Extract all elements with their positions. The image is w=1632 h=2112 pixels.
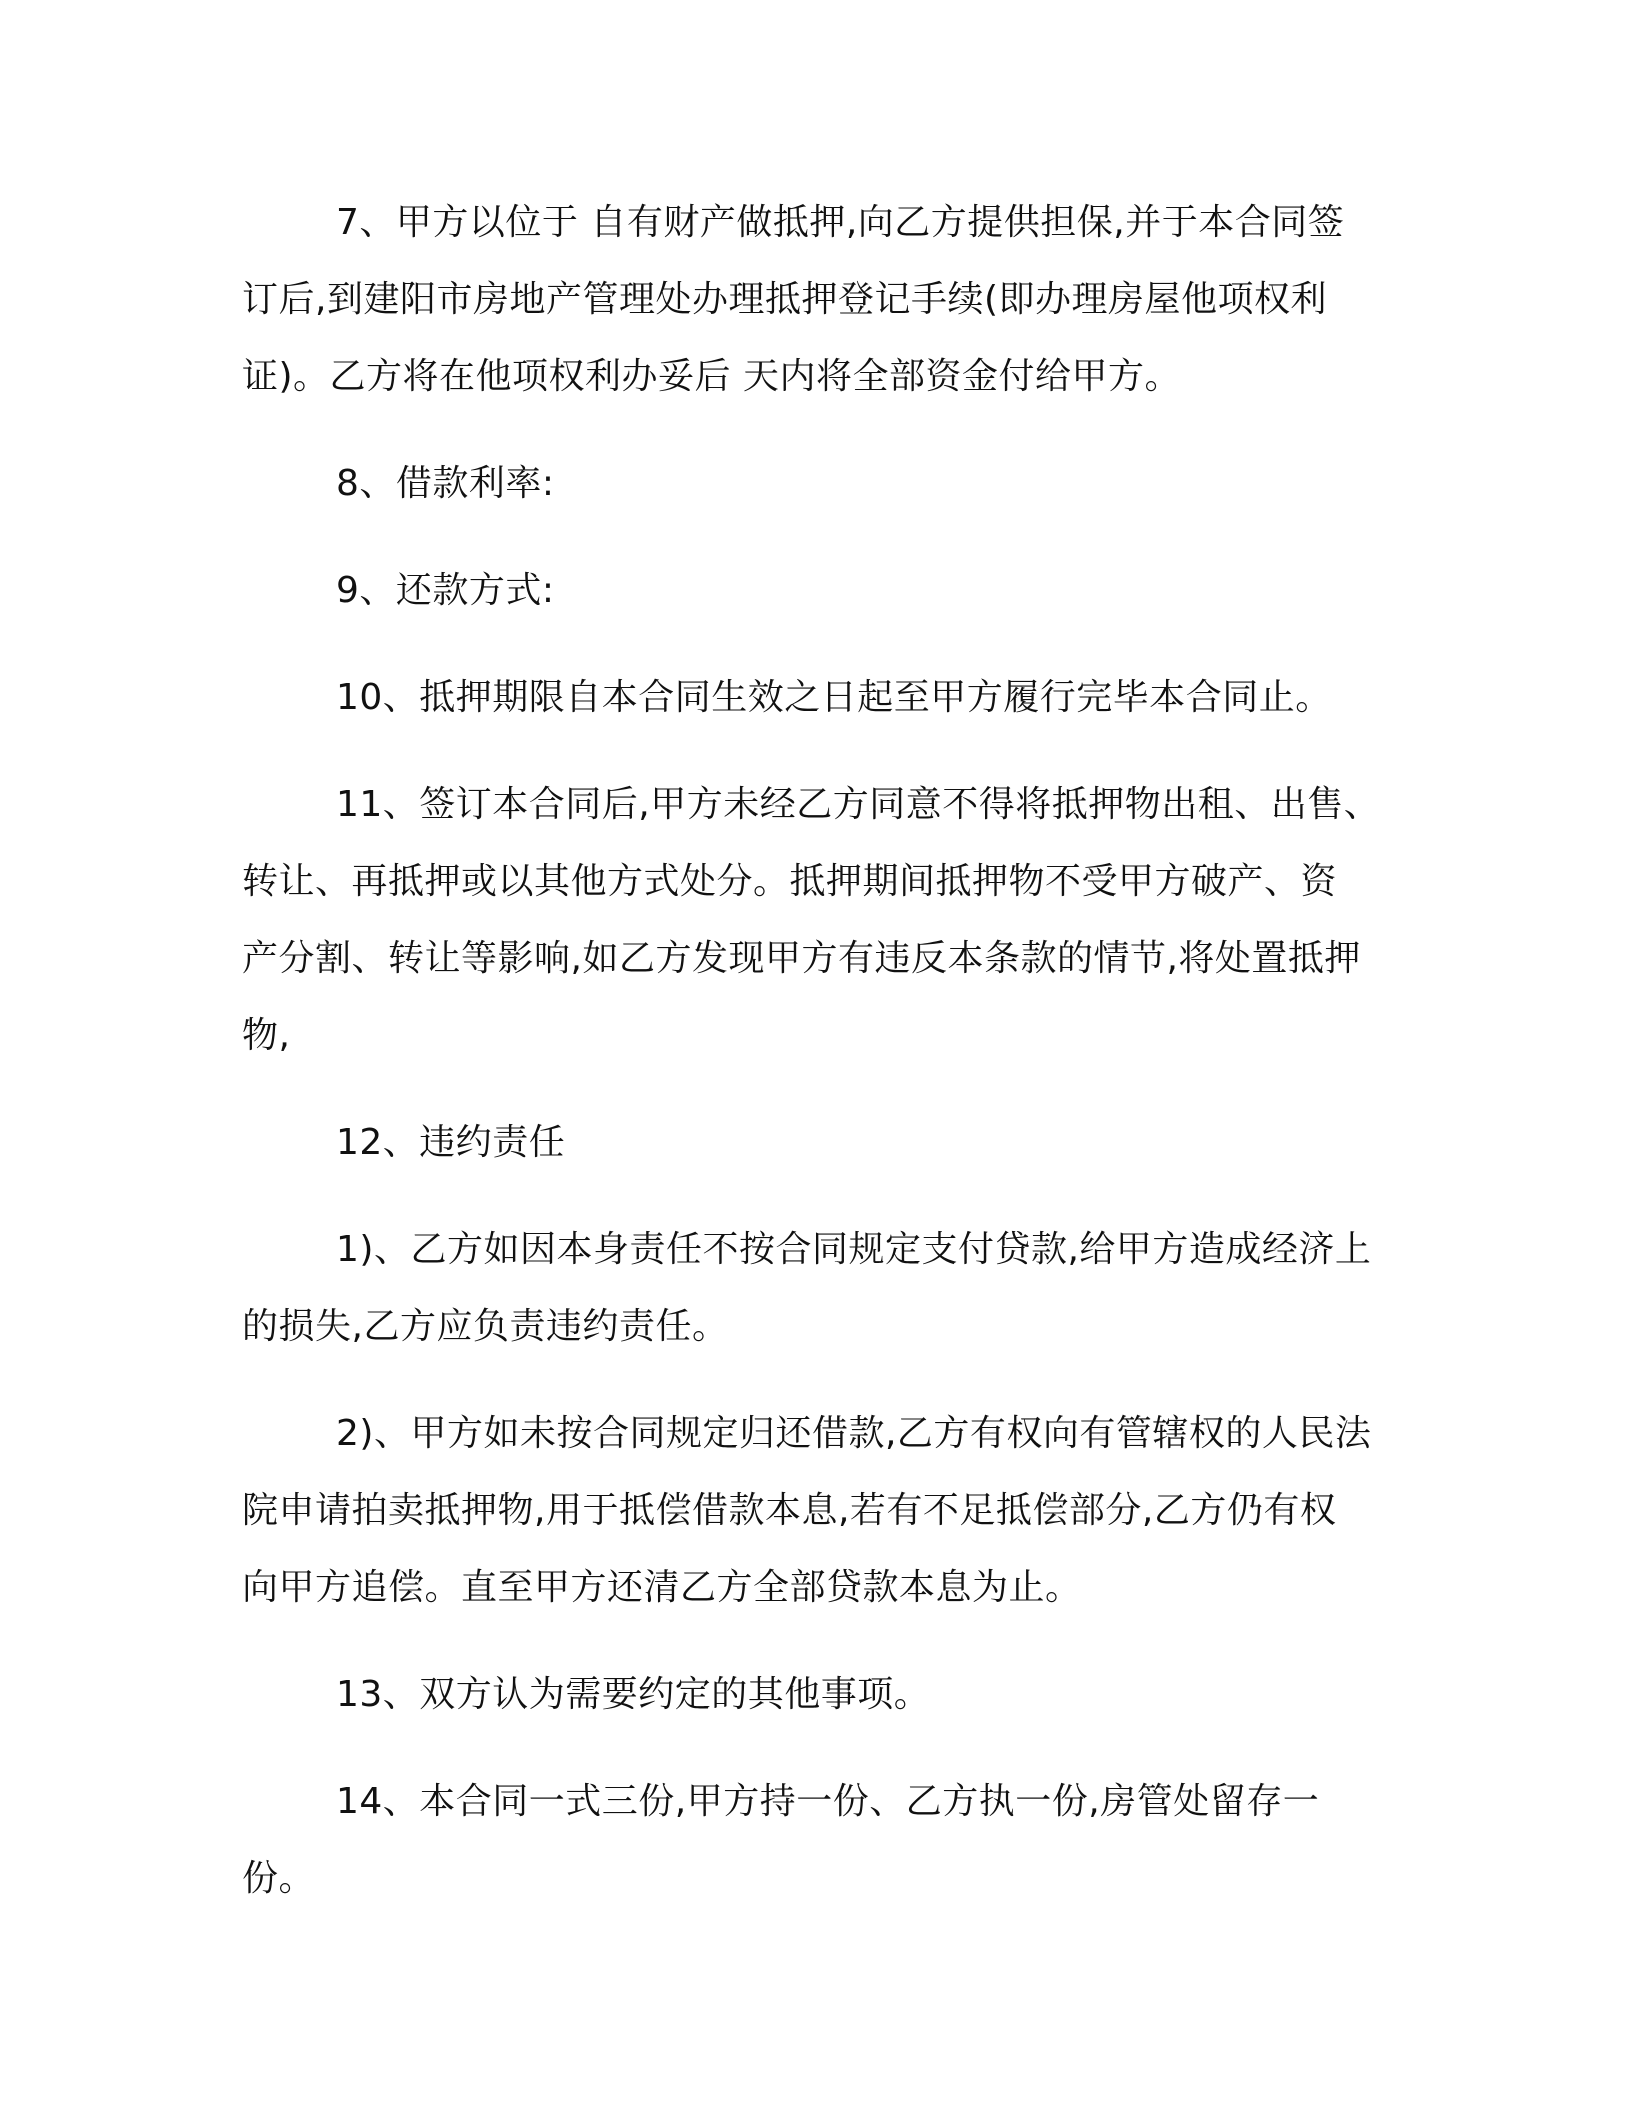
clause-8 [242,445,1392,522]
clause-11 [242,766,1392,1074]
clause-12-item-1-line-2: 的损失,乙方应负责违约责任。 [242,1306,729,1347]
clause-7-line-2: 订后,到建阳市房地产管理处办理抵押登记手续(即办理房屋他项权利 [242,279,1327,320]
clause-14-line-1: 14、本合同一式三份,甲方持一份、乙方执一份,房管处留存一份。 [242,1781,1320,1899]
clause-12-item-2 [242,1395,1392,1626]
clause-13-line-1: 13、双方认为需要约定的其他事项。 [336,1674,931,1715]
clause-10-line-1: 10、抵押期限自本合同生效之日起至甲方履行完毕本合同止。 [336,677,1332,718]
clause-11-line-1: 11、签订本合同后,甲方未经乙方同意不得将抵押物出租、出售、 [336,784,1381,825]
clause-12-item-1 [242,1211,1392,1365]
clause-12-item-2-line-2: 院申请拍卖抵押物,用于抵偿借款本息,若有不足抵偿部分,乙方仍有权 [242,1490,1337,1531]
clause-9-line-1: 9、还款方式: [336,570,555,611]
clause-7-line-3: 证)。乙方将在他项权利办妥后 天内将全部资金付给甲方。 [242,356,1181,397]
clause-12 [242,1104,1392,1181]
clause-11-line-2: 转让、再抵押或以其他方式处分。抵押期间抵押物不受甲方破产、资 [242,861,1338,902]
clause-12-item-2-line-3: 向甲方追偿。直至甲方还清乙方全部贷款本息为止。 [242,1567,1082,1608]
clause-8-line-1: 8、借款利率: [336,463,555,504]
clause-11-line-4: 物, [242,1015,291,1056]
clause-12-item-1-line-1: 1)、乙方如因本身责任不按合同规定支付贷款,给甲方造成经济上 [336,1229,1372,1270]
clause-12-item-2-line-1: 2)、甲方如未按合同规定归还借款,乙方有权向有管辖权的人民法 [336,1413,1372,1454]
contract-body [242,184,1392,1947]
clause-12-line-1: 12、违约责任 [336,1122,566,1163]
clause-7-line-1: 7、甲方以位于 自有财产做抵押,向乙方提供担保,并于本合同签 [336,202,1345,243]
clause-11-line-3: 产分割、转让等影响,如乙方发现甲方有违反本条款的情节,将处置抵押 [242,938,1361,979]
clause-14 [242,1763,1392,1917]
clause-9 [242,552,1392,629]
clause-13 [242,1656,1392,1733]
clause-7 [242,184,1392,415]
clause-10 [242,659,1392,736]
